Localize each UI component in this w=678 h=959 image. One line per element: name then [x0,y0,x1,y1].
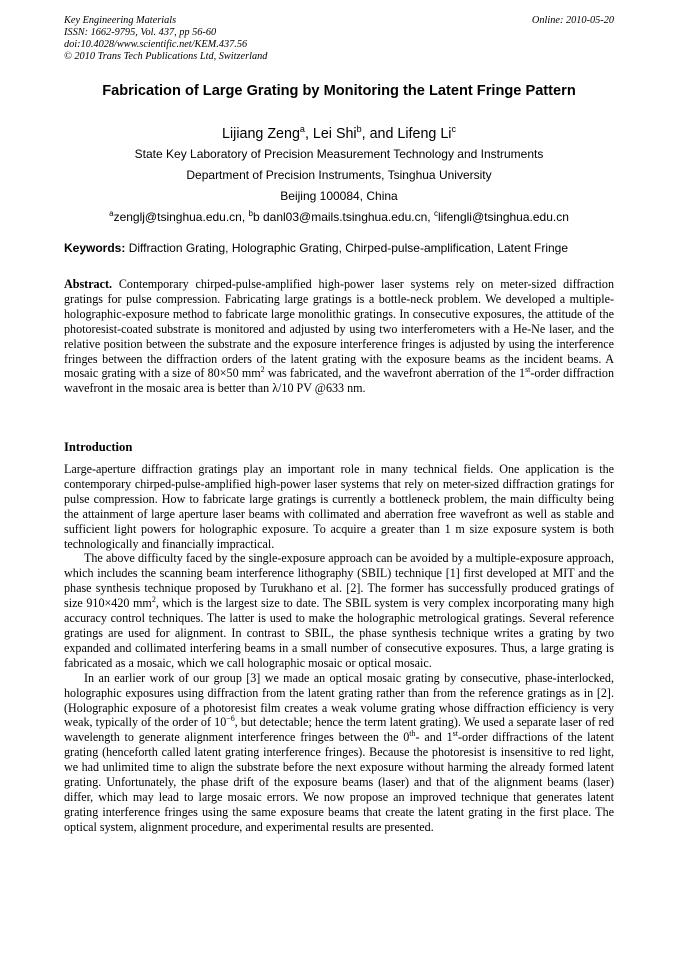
email-address[interactable]: b danl03@mails.tsinghua.edu.cn, [252,210,434,224]
paragraph-text: -order diffractions of the latent grating (henceforth called latent grating interference fringes). Because the photoresist is insensitive to red light, we had unlimited time to align the substrate before the next exposure without harming the already formed latent grating. Unfortunately, the phase drift of the exposure beams (laser) and that of the alignment beams (laser) differ, which may lead to large mosaic errors. We now propose an improved technique that generates latent grating interference fringes using the same exposure beams that create the latent grating in the first place. The optical system, alignment procedure, and experimental results are presented. [64,730,614,834]
abstract-label: Abstract. [64,277,113,291]
abstract-text: -order diffraction wavefront in the mosaic area is better than λ/10 PV @633 nm. [64,366,614,396]
affiliation-lab: State Key Laboratory of Precision Measurement Technology and Instruments [134,147,544,161]
affiliation-dept: Department of Precision Instruments, Tsinghua University [186,168,492,182]
author-name: Lifeng Li [397,125,452,142]
superscript: 2 [260,365,265,375]
author-separator: , [304,125,313,142]
keywords [64,241,624,256]
keywords-label: Keywords: [64,241,126,255]
journal-name: Key Engineering Materials [64,15,177,26]
author-list [40,119,638,144]
paragraph-text: In an earlier work of our group [3] we made an optical mosaic grating by consecutive, phase-interlocked, holographic exposures using diffraction from the latent grating rather than from the reference gratings as in [2]. (Holographic exposure of a photoresist film creates a weak volume grating whose diffraction efficiency is very weak, typically of the order of 10 [64,670,614,730]
author-affil-mark: c [451,124,456,134]
abstract-text: Contemporary chirped-pulse-amplified high-power laser systems rely on meter-sized diffraction gratings for pulse compression. Fabricating large gratings is a bottle-neck problem. We developed a multiple-holographic-exposure method to fabricate large monolithic gratings. In consecutive exposures, the attitude of the photoresist-coated substrate is monitored and adjusted by using two interferometers with a He-Ne laser, and the relative position between the substrate and the exposure interference fringes is adjusted by using the interference fringes between the diffraction orders of the latent grating with the exposure beams as the incident beams. A mosaic grating with a size of 80×50 mm [64,277,614,381]
author-name: Lijiang Zeng [222,125,300,142]
intro-paragraph-2 [64,551,614,670]
section-heading-introduction: Introduction [64,440,133,454]
journal-header [64,15,267,63]
abstract [64,277,614,396]
superscript: st [525,365,531,375]
paragraph-text: - and 1 [415,730,453,745]
paper-title: Fabrication of Large Grating by Monitoring the Latent Fringe Pattern [102,83,576,99]
superscript: th [409,729,416,739]
intro-paragraph-3 [64,671,614,835]
email-address[interactable]: lifengli@tsinghua.edu.cn [437,210,569,224]
abstract-text: was fabricated, and the wavefront aberration of the 1 [264,366,526,381]
keywords-text: Diffraction Grating, Holographic Grating, Chirped-pulse-amplification, Latent Fringe [125,241,569,255]
paragraph-text: , which is the largest size to date. The SBIL system is very complex incorporating many high accuracy control techniques. The latter is used to make the holographic metrological gratings. Several reference gratings are used for alignment. In contrast to SBIL, the phase synthesis technique writes a grating by two expanded and collimated interfering beams in a small number of consecutive exposures. Thus, a large grating is fabricated as a mosaic, which we call holographic mosaic or optical mosaic. [64,596,615,670]
author-affil-mark: b [356,124,362,134]
superscript: 2 [151,595,156,605]
doi-line: doi:10.4028/www.scientific.net/KEM.437.56 [64,39,248,50]
email-mark: b [248,209,253,218]
author-affil-mark: a [299,124,305,134]
issn-line: ISSN: 1662-9795, Vol. 437, pp 56-60 [64,27,217,38]
superscript: st [452,729,459,739]
paragraph-text: The above difficulty faced by the single-exposure approach can be avoided by a multiple-exposure approach, which includes the scanning beam interference lithography (SBIL) technique [1] first developed at MIT and the phase synthesis technique proposed by Turukhano et al. [2]. The former has successfully produced gratings of size 910×420 mm [64,551,614,611]
author-separator: , and [361,125,398,142]
email-line [40,206,638,225]
email-address[interactable]: zenglj@tsinghua.edu.cn, [113,210,249,224]
intro-paragraph-1: Large-aperture diffraction gratings play an important role in many technical fields. One application is the contemporary chirped-pulse-amplified high-power laser systems that rely on meter-sized diffraction gratings for pulse compression. How to fabricate large gratings is currently a bottleneck problem, the main difficulty being the attainment of large aperture laser beams with collimated and aberration free wavefront as well as stable and sufficient light powers for holographic exposure. To acquire a greater than 1 m size exposure system is both technologically and financially impractical. [64,462,614,551]
intro-body [64,462,614,835]
online-date: Online: 2010-05-20 [531,15,614,26]
author-name: Lei Shi [312,125,357,142]
paragraph-text: , but detectable; hence the term latent grating). We used a separate laser of red wavelength to generate alignment interference fringes between the 0 [64,715,614,745]
affiliation-city: Beijing 100084, China [280,189,398,203]
email-mark: a [109,209,114,218]
superscript: −6 [226,714,235,724]
email-mark: c [433,209,438,218]
copyright-line: © 2010 Trans Tech Publications Ltd, Switzerland [64,51,268,62]
